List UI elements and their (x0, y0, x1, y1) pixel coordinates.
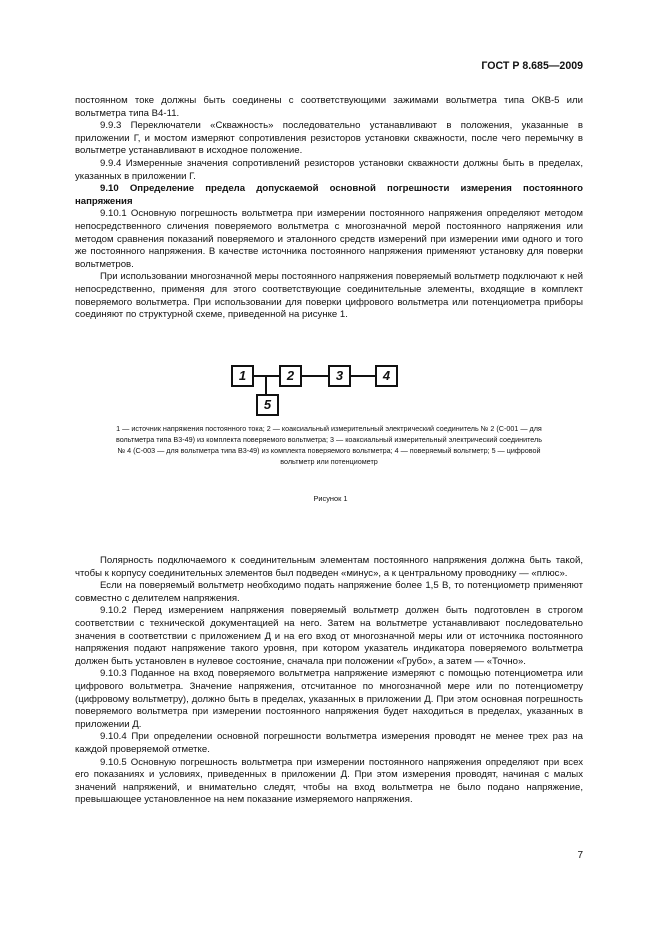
connector-line (265, 376, 267, 396)
paragraph: постоянном токе должны быть соединены с соответствующими зажимами вольтметра типа ОКВ-5 или вольтметра типа В4-11. (75, 95, 583, 119)
figure-title: Рисунок 1 (313, 494, 348, 503)
diagram-box-5: 5 (256, 394, 279, 416)
paragraph: Если на поверяемый вольтметр необходимо подать напряжение более 1,5 В, то потенциометр применяют совместно с делителем напряжения. (75, 580, 583, 604)
text-block-top (75, 95, 583, 322)
paragraph: 9.10.1 Основную погрешность вольтметра при измерении постоянного напряжения определяют методом непосредственного сличения поверяемого вольтметра с многозначной мерой постоянного напряжения или методом сравнения показаний поверяемого и эталонного средств измерений при измерении ими одного и того же постоянного напряжения. В качестве источника постоянного напряжения применяют установку для поверки вольтметров. (75, 208, 583, 270)
page-number: 7 (577, 850, 583, 861)
connector-line (252, 375, 282, 377)
document-header: ГОСТ Р 8.685—2009 (481, 60, 583, 72)
paragraph: 9.9.4 Измеренные значения сопротивлений резисторов установки скважности должны быть в пределах, указанных в приложении Г. (75, 157, 583, 182)
connector-line (348, 375, 376, 377)
paragraph: 9.9.3 Переключатели «Скважность» последовательно устанавливают в положения, указанные в приложении Г, и мостом измеряют сопротивления резисторов установки скважности, после чего перемычку в вольтметре устанавливают в исходное положение. (75, 120, 583, 157)
text-block-bottom (75, 555, 583, 807)
diagram-box-4: 4 (375, 365, 398, 387)
figure-caption: 1 — источник напряжения постоянного тока; 2 — коаксиальный измерительный электрический соединитель № 2 (С-001 — для вольтметра типа В3-49) из комплекта поверяемого вольтметра; 3 — коаксиальный измерительный электрический соединитель № 4 (С-003 — для вольтметра типа В3-49) из комплекта поверяемого вольтметра; 4 — поверяемый вольтметр; 5 — цифровой вольтметр или потенциометр (115, 424, 542, 467)
paragraph: 9.10.4 При определении основной погрешности вольтметра измерения проводят не менее трех раз на каждой проверяемой отметке. (75, 731, 583, 755)
section-heading: 9.10 Определение предела допускаемой основной погрешности измерения постоянного напряжения (75, 183, 583, 207)
diagram-box-1: 1 (231, 365, 254, 387)
diagram-box-2: 2 (279, 365, 302, 387)
diagram-box-3: 3 (328, 365, 351, 387)
paragraph: Полярность подключаемого к соединительным элементам постоянного напряжения должна быть такой, чтобы к корпусу соединительных элементов был подведен «минус», а к центральному проводнику — «плюс». (75, 555, 583, 579)
connector-line (300, 375, 330, 377)
paragraph: 9.10.5 Основную погрешность вольтметра при измерении постоянного напряжения определяют при всех его показаниях и условиях, приведенных в приложении Д. При этом измерения проводят, начиная с малых значений напряжений, и внимательно следят, чтобы на вход вольтметра не было подано напряжение, превышающее установленное на нем показание измеряемого напряжения. (75, 756, 583, 806)
paragraph: При использовании многозначной меры постоянного напряжения поверяемый вольтметр подключают к ней непосредственно, применяя для этого соответствующие соединительные элементы, входящие в комплект поверяемого вольтметра. При использовании для поверки цифрового вольтметра или потенциометра приборы соединяют по структурной схеме, приведенной на рисунке 1. (75, 271, 583, 321)
paragraph: 9.10.2 Перед измерением напряжения поверяемый вольтметр должен быть подготовлен в строгом соответствии с технической документацией на него. Затем на вольтметре устанавливают последовательно значения в соответствии с приложением Д и на его вход от многозначной меры или от источника постоянного напряжения подают напряжение такого уровня, при котором указатель индикатора поверяемого вольтметра должен быть установлен в нулевое состояние, сначала при положении «Грубо», а затем — «Точно». (75, 605, 583, 667)
paragraph: 9.10.3 Поданное на вход поверяемого вольтметра напряжение измеряют с помощью потенциометра или цифрового вольтметра. Значение напряжения, отсчитанное по многозначной мере или по потенциометру (цифровому вольтметру), должно быть в пределах, указанных в приложении Д. При этом основная погрешность поверяемого вольтметра при измерении постоянного напряжения будет находиться в пределах, указанных в приложении Д. (75, 668, 583, 730)
